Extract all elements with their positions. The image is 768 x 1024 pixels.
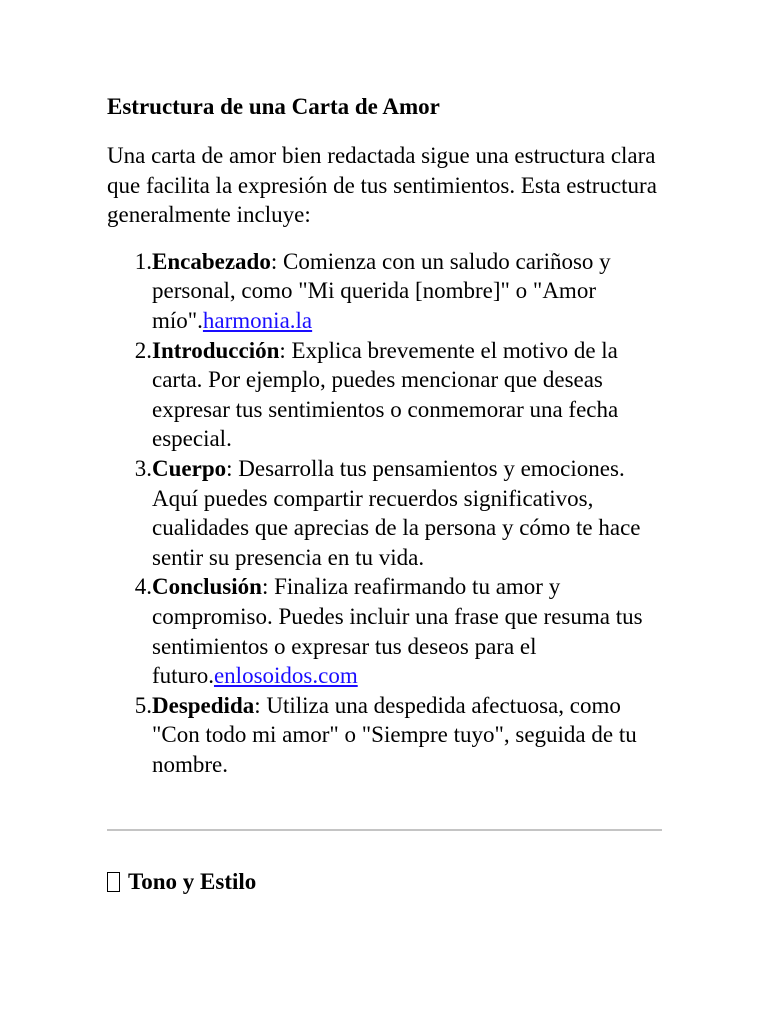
list-number: 4.	[134, 574, 152, 600]
list-item-cuerpo	[107, 454, 667, 572]
section-divider	[107, 829, 662, 831]
article	[107, 90, 667, 779]
list-item-text: : Utiliza una despedida afectuosa, como "Con todo mi amor" o "Siempre tuyo", seguida de tu nombre.	[152, 692, 637, 777]
list-item-term: Encabezado	[152, 248, 271, 274]
list-item-body	[152, 691, 667, 780]
source-link-enlosoidos[interactable]: enlosoidos.com	[213, 663, 358, 689]
source-link-harmonia[interactable]: harmonia.la	[202, 307, 313, 333]
list-number: 1.	[134, 248, 152, 274]
section-title: Estructura de una Carta de Amor	[107, 94, 440, 119]
list-item-term: Cuerpo	[152, 455, 227, 481]
next-section-heading	[107, 866, 256, 898]
list-item-text: : Desarrolla tus pensamientos y emociones. Aquí puedes compartir recuerdos significativos, cualidades que aprecias de la persona y cómo te hace sentir su presencia en tu vida.	[152, 455, 641, 570]
list-item-term: Despedida	[152, 692, 255, 718]
list-item-term: Introducción	[152, 337, 280, 363]
list-item-introduccion	[107, 336, 667, 454]
list-number: 3.	[134, 455, 152, 481]
list-item-body	[152, 247, 667, 336]
list-number: 5.	[134, 692, 152, 718]
list-item-body	[152, 336, 667, 454]
list-item-text: : Comienza con un saludo cariñoso y personal, como "Mi querida [nombre]" o "Amor mío".	[152, 248, 611, 333]
list-item-encabezado	[107, 247, 667, 336]
intro-paragraph: Una carta de amor bien redactada sigue una estructura clara que facilita la expresión de tus sentimientos. Esta estructura generalmente incluye:	[107, 143, 657, 228]
structure-list	[107, 247, 667, 780]
list-number: 2.	[134, 337, 152, 363]
list-item-despedida	[107, 691, 667, 780]
list-item-body	[152, 572, 667, 690]
next-section-title: Tono y Estilo	[128, 869, 257, 894]
list-item-conclusion	[107, 572, 667, 690]
list-item-text: : Explica brevemente el motivo de la carta. Por ejemplo, puedes mencionar que deseas expresar tus sentimientos o conmemorar una fecha especial.	[152, 337, 619, 452]
list-item-text: : Finaliza reafirmando tu amor y compromiso. Puedes incluir una frase que resuma tus sentimientos o expresar tus deseos para el futuro.	[152, 574, 643, 689]
list-item-body	[152, 454, 667, 572]
missing-glyph-icon	[107, 872, 120, 892]
list-item-term: Conclusión	[152, 574, 262, 600]
